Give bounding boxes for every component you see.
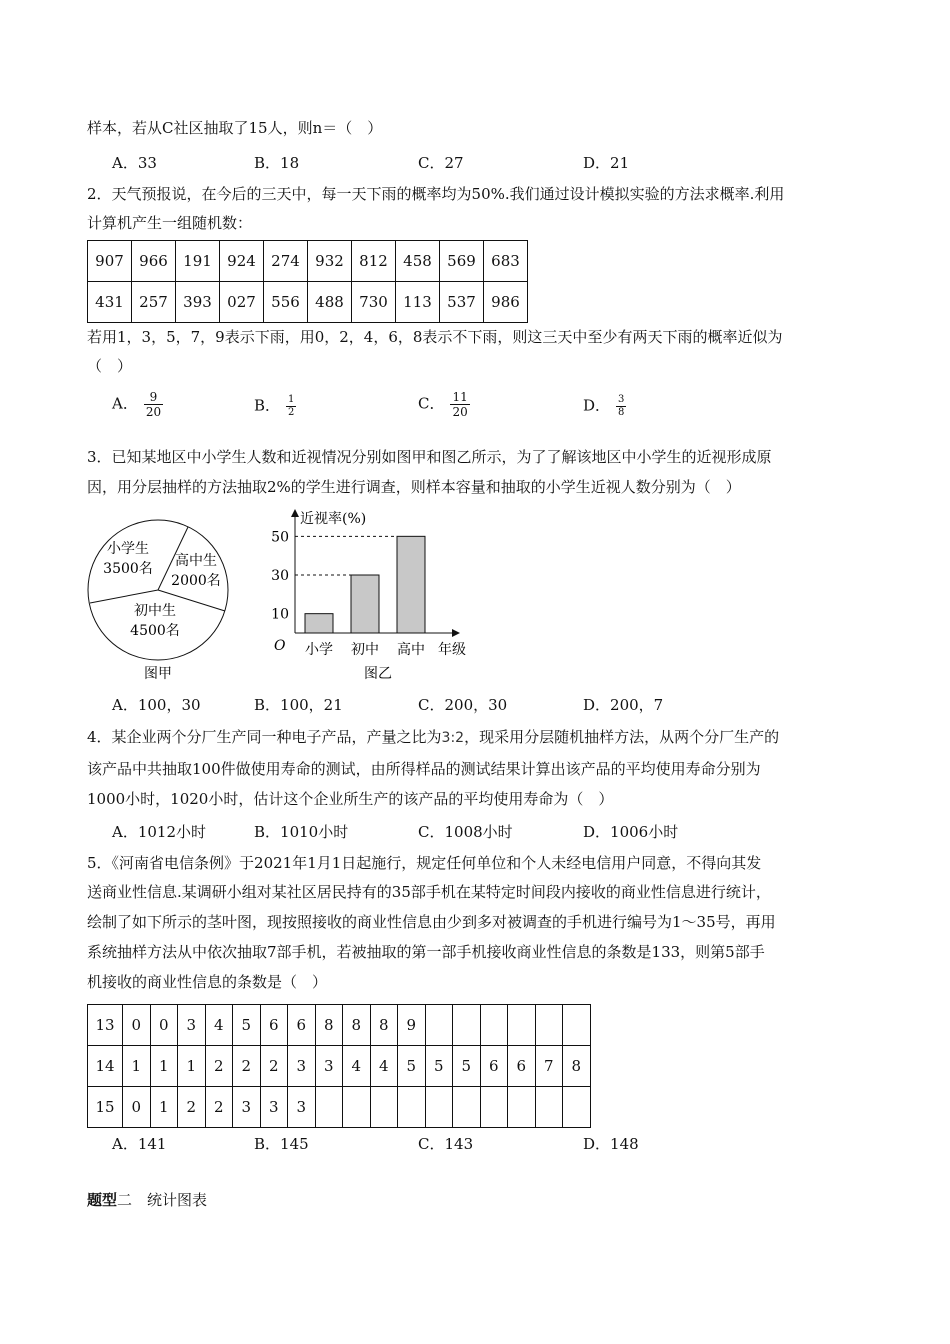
section-heading-rest: 二 统计图表 [117,1191,208,1209]
stem-cell: 13 [88,1005,123,1046]
q4-line-1 [87,727,779,748]
leaf-cell [480,1087,508,1128]
stem-cell: 15 [88,1087,123,1128]
q4-line-1-b: ，现采用分层随机抽样方法，从两个分厂生产的 [464,728,780,746]
leaf-cell: 3 [260,1087,288,1128]
leaf-cell: 1 [178,1046,206,1087]
q2-option-b [254,394,296,419]
leaf-cell: 3 [233,1087,261,1128]
bar-初中 [351,575,379,633]
section-heading [87,1190,207,1210]
leaf-cell: 3 [288,1046,316,1087]
table-cell: 191 [176,241,220,282]
pie-caption: 图甲 [144,666,172,682]
q4-option-c: C．1008小时 [418,823,513,841]
x-tick-label: 初中 [351,642,379,658]
leaf-cell: 6 [288,1005,316,1046]
leaf-cell [425,1087,453,1128]
fraction [144,390,163,419]
leaf-cell: 2 [178,1087,206,1128]
q3-line-2: 因，用分层抽样的方法抽取2%的学生进行调查，则样本容量和抽取的小学生近视人数分别为（ ） [87,478,741,496]
stem-leaf-table [87,1004,591,1128]
leaf-cell: 9 [398,1005,426,1046]
leaf-cell: 6 [260,1005,288,1046]
table-cell: 556 [264,282,308,323]
leaf-cell [480,1005,508,1046]
pie-label-name: 小学生 [107,541,149,557]
q5-line-4: 系统抽样方法从中依次抽取7部手机，若被抽取的第一部手机接收商业性信息的条数是133，则第5部手 [87,943,765,961]
option-letter: A． [112,394,138,413]
leaf-cell: 4 [343,1046,371,1087]
q1-option-d: D．21 [583,154,630,172]
leaf-cell: 6 [480,1046,508,1087]
bar-高中 [397,536,425,633]
q5-line-3: 绘制了如下所示的茎叶图，现按照接收的商业性信息由少到多对被调查的手机进行编号为1～35号，再用 [87,913,776,931]
pie-label-name: 高中生 [175,553,217,569]
q4-line-2: 该产品中共抽取100件做使用寿命的测试，由所得样品的测试结果计算出该产品的平均使用寿命分别为 [87,760,761,778]
leaf-cell: 8 [370,1005,398,1046]
q2-line-4: （ ） [87,357,133,375]
x-axis-label: 年级 [438,642,466,658]
numerator: 11 [452,390,468,404]
q2-option-d [583,394,626,419]
leaf-cell: 1 [150,1046,178,1087]
leaf-cell: 4 [370,1046,398,1087]
numerator: 3 [618,394,625,405]
q4-line-3: 1000小时，1020小时，估计这个企业所生产的该产品的平均使用寿命为（ ） [87,790,614,808]
y-tick-label: 30 [271,568,289,584]
bar-caption: 图乙 [364,666,392,682]
table-cell: 113 [396,282,440,323]
random-number-table [87,240,528,323]
pie-label-name: 初中生 [134,603,176,619]
denominator: 20 [452,405,468,419]
leaf-cell: 2 [260,1046,288,1087]
table-cell: 393 [176,282,220,323]
pie-label-count: 2000名 [171,573,221,589]
leaf-cell: 0 [123,1005,151,1046]
option-letter: D． [583,396,611,415]
leaf-cell: 1 [150,1087,178,1128]
leaf-cell [370,1087,398,1128]
table-cell: 986 [484,282,528,323]
leaf-cell: 5 [398,1046,426,1087]
q2-option-c [418,390,470,419]
section-heading-bold: 题型 [87,1191,118,1209]
table-cell: 569 [440,241,484,282]
table-cell: 907 [88,241,132,282]
q3-line-1: 3．已知某地区中小学生人数和近视情况分别如图甲和图乙所示，为了了解该地区中小学生的近视形成原 [87,448,772,466]
pie-label-count: 3500名 [103,561,153,577]
q2-line-1: 2．天气预报说，在今后的三天中，每一天下雨的概率均为50%.我们通过设计模拟实验的方法求概率.利用 [87,185,785,203]
q2-line-3: 若用1，3，5，7，9表示下雨，用0，2，4，6，8表示不下雨，则这三天中至少有两天下雨的概率近似为 [87,328,783,346]
q1-option-c: C．27 [418,154,464,172]
q1-option-a: A．33 [112,154,157,172]
leaf-cell [535,1005,563,1046]
q4-option-a: A．1012小时 [112,823,207,841]
leaf-cell: 8 [315,1005,343,1046]
q2-line-2: 计算机产生一组随机数： [87,214,253,232]
table-cell: 966 [132,241,176,282]
option-letter: B． [254,396,281,415]
leaf-cell: 3 [315,1046,343,1087]
q3-option-c: C．200，30 [418,696,508,714]
q5-line-2: 送商业性信息.某调研小组对某社区居民持有的35部手机在某特定时间段内接收的商业性信息进行统计， [87,883,771,901]
q5-option-b: B．145 [254,1135,309,1153]
q5-option-d: D．148 [583,1135,639,1153]
option-letter: C． [418,394,445,413]
pie-label-count: 4500名 [130,623,180,639]
leaf-cell: 2 [205,1087,233,1128]
leaf-cell: 0 [123,1087,151,1128]
q3-option-d: D．200，7 [583,696,664,714]
leaf-cell: 0 [150,1005,178,1046]
leaf-cell: 2 [233,1046,261,1087]
x-tick-label: 小学 [305,642,333,658]
pie-divider [90,590,158,603]
numerator: 1 [288,394,295,405]
table-cell: 274 [264,241,308,282]
leaf-cell [398,1087,426,1128]
q5-line-1: 5．《河南省电信条例》于2021年1月1日起施行，规定任何单位和个人未经电信用户同意，不得向其发 [87,854,762,872]
leaf-cell [563,1087,591,1128]
q4-option-d: D．1006小时 [583,823,679,841]
table-cell: 924 [220,241,264,282]
numerator: 9 [149,390,158,404]
stem-leaf-row [88,1046,591,1087]
table-cell: 458 [396,241,440,282]
table-cell: 488 [308,282,352,323]
table-cell: 932 [308,241,352,282]
y-tick-label: 50 [271,529,289,546]
table-cell: 537 [440,282,484,323]
fraction [286,394,296,419]
bar-小学 [305,614,333,633]
leaf-cell [563,1005,591,1046]
leaf-cell [425,1005,453,1046]
denominator: 2 [288,407,295,418]
q4-option-b: B．1010小时 [254,823,349,841]
leaf-cell: 5 [453,1046,481,1087]
table-cell: 257 [132,282,176,323]
q5-option-a: A．141 [112,1135,167,1153]
table-cell: 431 [88,282,132,323]
q1-continuation-text: 样本，若从C社区抽取了15人，则n＝（ ） [87,119,383,137]
leaf-cell [343,1087,371,1128]
table-cell: 027 [220,282,264,323]
leaf-cell: 2 [205,1046,233,1087]
leaf-cell [315,1087,343,1128]
leaf-cell: 8 [343,1005,371,1046]
q5-option-c: C．143 [418,1135,474,1153]
q1-option-b: B．18 [254,154,300,172]
q2-option-a [112,390,163,419]
leaf-cell: 3 [178,1005,206,1046]
table-cell: 683 [484,241,528,282]
fraction [616,394,626,419]
leaf-cell [535,1087,563,1128]
leaf-cell: 3 [288,1087,316,1128]
leaf-cell: 1 [123,1046,151,1087]
denominator: 20 [145,405,162,419]
q3-option-a: A．100，30 [112,696,201,714]
fraction [450,390,469,419]
stem-cell: 14 [88,1046,123,1087]
q4-line-1-a: 4．某企业两个分厂生产同一种电子产品，产量之比为 [87,728,442,746]
table-cell: 730 [352,282,396,323]
leaf-cell [453,1005,481,1046]
pie-figure [85,510,245,685]
leaf-cell: 7 [535,1046,563,1087]
leaf-cell: 5 [425,1046,453,1087]
q3-option-b: B．100，21 [254,696,343,714]
leaf-cell [508,1005,536,1046]
q5-line-5: 机接收的商业性信息的条数是（ ） [87,973,328,991]
stem-leaf-row [88,1005,591,1046]
leaf-cell [453,1087,481,1128]
x-tick-label: 高中 [397,642,425,658]
stem-leaf-row [88,1087,591,1128]
table-cell: 812 [352,241,396,282]
q4-ratio: 3:2 [441,730,465,746]
leaf-cell [508,1087,536,1128]
leaf-cell: 4 [205,1005,233,1046]
leaf-cell: 5 [233,1005,261,1046]
bar-figure [268,505,488,685]
origin-label: O [274,638,286,654]
leaf-cell: 6 [508,1046,536,1087]
denominator: 8 [618,407,625,418]
leaf-cell: 8 [563,1046,591,1087]
y-axis-label: 近视率(%) [300,511,367,527]
y-tick-label: 10 [271,606,289,623]
